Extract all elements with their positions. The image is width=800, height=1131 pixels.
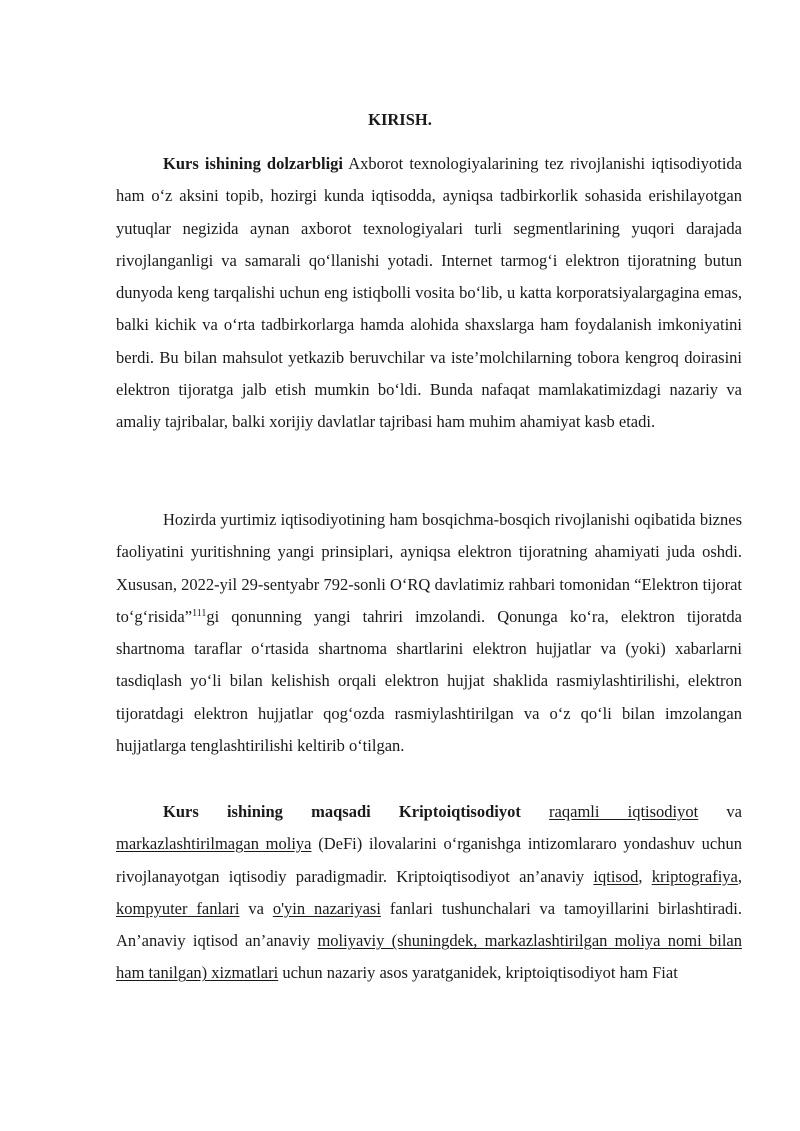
link-economics[interactable]: iqtisod xyxy=(593,866,639,886)
relevance-text: Axborot texnologiyalarining tez rivojlanishi iqtisodiyotida ham o‘z aksini topib, hozirgi kunda iqtisodda, ayniqsa tadbirkorlik sohasida erishilayotgan yutuqlar negizida aynan axborot texnologiyalari turli segmentlarining yuqori darajada rivojlanganligi va samarali qo‘llanishi yotadi. Internet tarmog‘i elektron tijoratning butun dunyoda keng tarqalishi uchun eng istiqbolli vosita bo‘lib, u katta korporatsiyalargagina emas, balki kichik va o‘rta tadbirkorlarga hamda alohida shaxslarga ham foydalanish imkoniyatini berdi. Bu bilan mahsulot yetkazib beruvchilar va iste’molchilarning tobora kengroq doirasini elektron tijoratga jalb etish mumkin bo‘ldi. Bunda nafaqat mamlakatimizdagi nazariy va amaliy tajribalar, balki xorijiy davlatlar tajribasi ham muhim ahamiyat kasb etadi. xyxy=(116,154,742,432)
link-digital-economy[interactable]: raqamli iqtisodiyot xyxy=(549,802,699,821)
page-title: KIRISH. xyxy=(368,110,432,129)
goal-text: (DeFi) ilovalarini o‘rganishga intizomlararo yondashuv uchun rivojlanayotgan iqtisodiy paradigmadir. Kriptoiqtisodiyot an’anaviy xyxy=(116,834,742,886)
paragraph-current-state xyxy=(116,504,742,762)
footnote-marker[interactable]: 111 xyxy=(192,607,207,619)
goal-text: , xyxy=(638,866,652,886)
goal-text: va xyxy=(239,898,273,918)
goal-text: uchun nazariy asos yaratganidek, kriptoiqtisodiyot ham Fiat xyxy=(278,963,678,983)
goal-term: Kriptoiqtisodiyot xyxy=(398,802,521,821)
link-cryptography[interactable]: kriptografiya xyxy=(651,866,738,886)
current-state-text-b: gi qonunning yangi tahriri imzolandi. Qonunga ko‘ra, elektron tijoratda shartnoma taraflar o‘rtasida shartnoma shartlarini elektron hujjatlar va (yoki) xabarlarni tasdiqlash yo‘li bilan kelishish orqali elektron hujjat shaklida rasmiylashtirilishi, elektron tijoratdagi elektron hujjatlar qog‘ozda rasmiylashtirilgan va o‘z qo‘li bilan imzolangan hujjatlarga tenglashtirilishi keltirib o‘tilgan. xyxy=(116,606,742,756)
paragraph-goal xyxy=(116,796,742,990)
current-state-text-a: Hozirda yurtimiz iqtisodiyotining ham bosqichma-bosqich rivojlanishi oqibatida biznes faoliyatini yuritishning yangi prinsiplari, ayniqsa elektron tijoratning ahamiyati juda oshdi. Xususan, 2022-yil 29-sentyabr 792-sonli O‘RQ davlatimiz rahbari tomonidan “Elektron tijorat to‘g‘risida” xyxy=(116,510,742,626)
goal-text: fanlari tushunchalari va tamoyillarini birlashtiradi. An’anaviy iqtisod an’anaviy xyxy=(116,898,743,951)
link-financial-services[interactable]: moliyaviy (shuningdek, markazlashtirilgan moliya nomi bilan ham tanilgan) xizmatlari xyxy=(116,931,742,983)
link-computer-science[interactable]: kompyuter fanlari xyxy=(116,898,240,918)
link-game-theory[interactable]: o'yin nazariyasi xyxy=(272,898,381,918)
goal-heading: Kurs ishining maqsadi xyxy=(163,802,371,821)
goal-text: , xyxy=(737,866,742,886)
link-decentralized-finance[interactable]: markazlashtirilmagan moliya xyxy=(116,834,312,854)
paragraph-relevance xyxy=(116,148,742,439)
relevance-heading: Kurs ishining dolzarbligi xyxy=(163,154,344,173)
goal-text: va xyxy=(698,802,743,821)
